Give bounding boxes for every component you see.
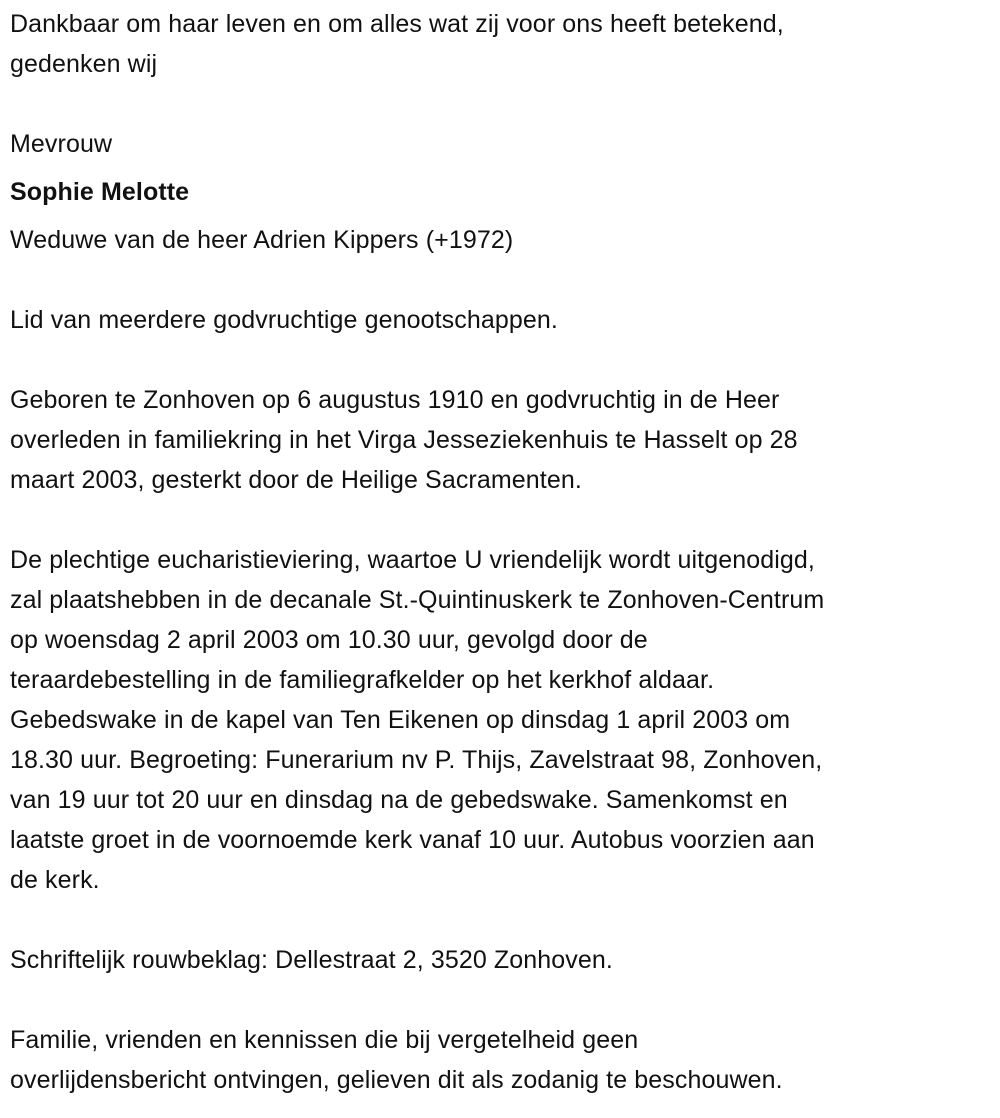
ceremony-line: teraardebestelling in de familiegrafkelder op het kerkhof aldaar. xyxy=(10,666,715,694)
paragraph-spacer xyxy=(10,980,1000,1020)
membership-paragraph xyxy=(10,300,1000,340)
line-spacer xyxy=(10,164,1000,172)
intro-paragraph xyxy=(10,4,1000,84)
condolence-paragraph xyxy=(10,940,1000,980)
ceremony-line: zal plaatshebben in de decanale St.-Quintinuskerk te Zonhoven-Centrum xyxy=(10,586,825,614)
closing-paragraph xyxy=(10,1020,1000,1100)
intro-line: gedenken wij xyxy=(10,50,158,78)
condolence-text: Schriftelijk rouwbeklag: Dellestraat 2, 3520 Zonhoven. xyxy=(10,946,613,974)
closing-line: Familie, vrienden en kennissen die bij vergetelheid geen xyxy=(10,1026,639,1054)
birth-death-line: Geboren te Zonhoven op 6 augustus 1910 en godvruchtig in de Heer xyxy=(10,386,780,414)
paragraph-spacer xyxy=(10,500,1000,540)
birth-death-line: overleden in familiekring in het Virga Jesseziekenhuis te Hasselt op 28 xyxy=(10,426,798,454)
ceremony-line: De plechtige eucharistieviering, waartoe U vriendelijk wordt uitgenodigd, xyxy=(10,546,815,574)
ceremony-paragraph xyxy=(10,540,1000,900)
paragraph-spacer xyxy=(10,84,1000,124)
ceremony-line: laatste groet in de voornoemde kerk vanaf 10 uur. Autobus voorzien aan xyxy=(10,826,815,854)
paragraph-spacer xyxy=(10,260,1000,300)
person-name: Sophie Melotte xyxy=(10,178,190,206)
person-block xyxy=(10,124,1000,260)
ceremony-line: de kerk. xyxy=(10,866,100,894)
membership-text: Lid van meerdere godvruchtige genootschappen. xyxy=(10,306,558,334)
birth-death-line: maart 2003, gesterkt door de Heilige Sacramenten. xyxy=(10,466,582,494)
birth-death-paragraph xyxy=(10,380,1000,500)
intro-line: Dankbaar om haar leven en om alles wat zij voor ons heeft betekend, xyxy=(10,10,784,38)
line-spacer xyxy=(10,212,1000,220)
person-spouse: Weduwe van de heer Adrien Kippers (+1972) xyxy=(10,226,514,254)
ceremony-line: op woensdag 2 april 2003 om 10.30 uur, gevolgd door de xyxy=(10,626,648,654)
ceremony-line: van 19 uur tot 20 uur en dinsdag na de gebedswake. Samenkomst en xyxy=(10,786,788,814)
paragraph-spacer xyxy=(10,340,1000,380)
paragraph-spacer xyxy=(10,900,1000,940)
person-title: Mevrouw xyxy=(10,130,113,158)
closing-line: overlijdensbericht ontvingen, gelieven dit als zodanig te beschouwen. xyxy=(10,1066,783,1094)
ceremony-line: 18.30 uur. Begroeting: Funerarium nv P. Thijs, Zavelstraat 98, Zonhoven, xyxy=(10,746,823,774)
ceremony-line: Gebedswake in de kapel van Ten Eikenen op dinsdag 1 april 2003 om xyxy=(10,706,791,734)
